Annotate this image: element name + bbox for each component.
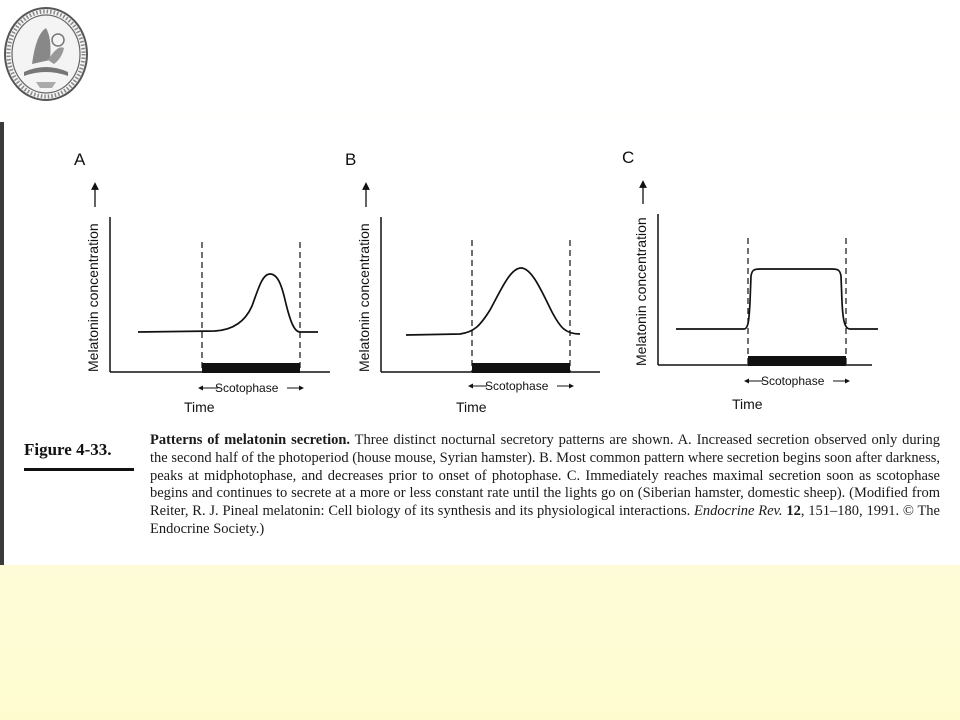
caption-title: Patterns of melatonin secretion. xyxy=(150,432,351,448)
figure-panel xyxy=(0,122,960,565)
figure-label: Figure 4-33. xyxy=(24,440,112,459)
panel-c-ylabel: Melatonin concentration xyxy=(633,217,649,366)
panel-a-ylabel: Melatonin concentration xyxy=(85,223,101,372)
panel-b-letter: B xyxy=(345,150,357,169)
figure-label-rule xyxy=(24,468,134,471)
panel-b-scotophase-bar xyxy=(472,363,570,373)
panel-a-xlabel: Time xyxy=(184,399,215,415)
panel-c-curve xyxy=(676,269,878,329)
caption-body: Three distinct nocturnal secretory patterns are shown. A. Increased secretion observed only during the second half of the photoperiod (house mouse, Syrian hamster). B. Most common pattern where secretion begins soon after darkness, peaks at midphotophase, and decreases prior to onset of photophase. C. Immediately reaches maximal secretion soon as scotophase begins and continues to secrete at a more or less constant rate until the lights go on (Siberian hamster, domestic sheep). (Modified from Reiter, R. J. Pineal melatonin: Cell biology of its synthesis and its physiological interactions. xyxy=(150,432,940,520)
caption-tail: , 151–180, 1991. © The Endocrine Society.) xyxy=(150,503,940,537)
caption-journal: Endocrine Rev. xyxy=(694,503,783,520)
panel-b-xlabel: Time xyxy=(456,399,487,415)
panel-c xyxy=(622,148,878,412)
panel-b-scotophase-label: Scotophase xyxy=(485,379,549,393)
university-seal-logo xyxy=(2,4,90,104)
panel-c-scotophase-label: Scotophase xyxy=(761,374,825,388)
panel-c-xlabel: Time xyxy=(732,396,763,412)
panel-a xyxy=(74,150,330,415)
panel-a-scotophase-bar xyxy=(202,363,300,373)
panel-c-letter: C xyxy=(622,148,635,167)
panel-b xyxy=(345,150,600,415)
panel-b-curve xyxy=(406,268,580,335)
panel-a-letter: A xyxy=(74,150,86,169)
caption-volume: 12 xyxy=(782,503,801,520)
panel-b-ylabel: Melatonin concentration xyxy=(356,223,372,372)
panel-a-scotophase-label: Scotophase xyxy=(215,381,279,395)
figure-caption xyxy=(150,432,940,539)
melatonin-plots xyxy=(0,122,960,422)
panel-a-curve xyxy=(138,274,318,332)
panel-c-scotophase-bar xyxy=(748,356,846,366)
